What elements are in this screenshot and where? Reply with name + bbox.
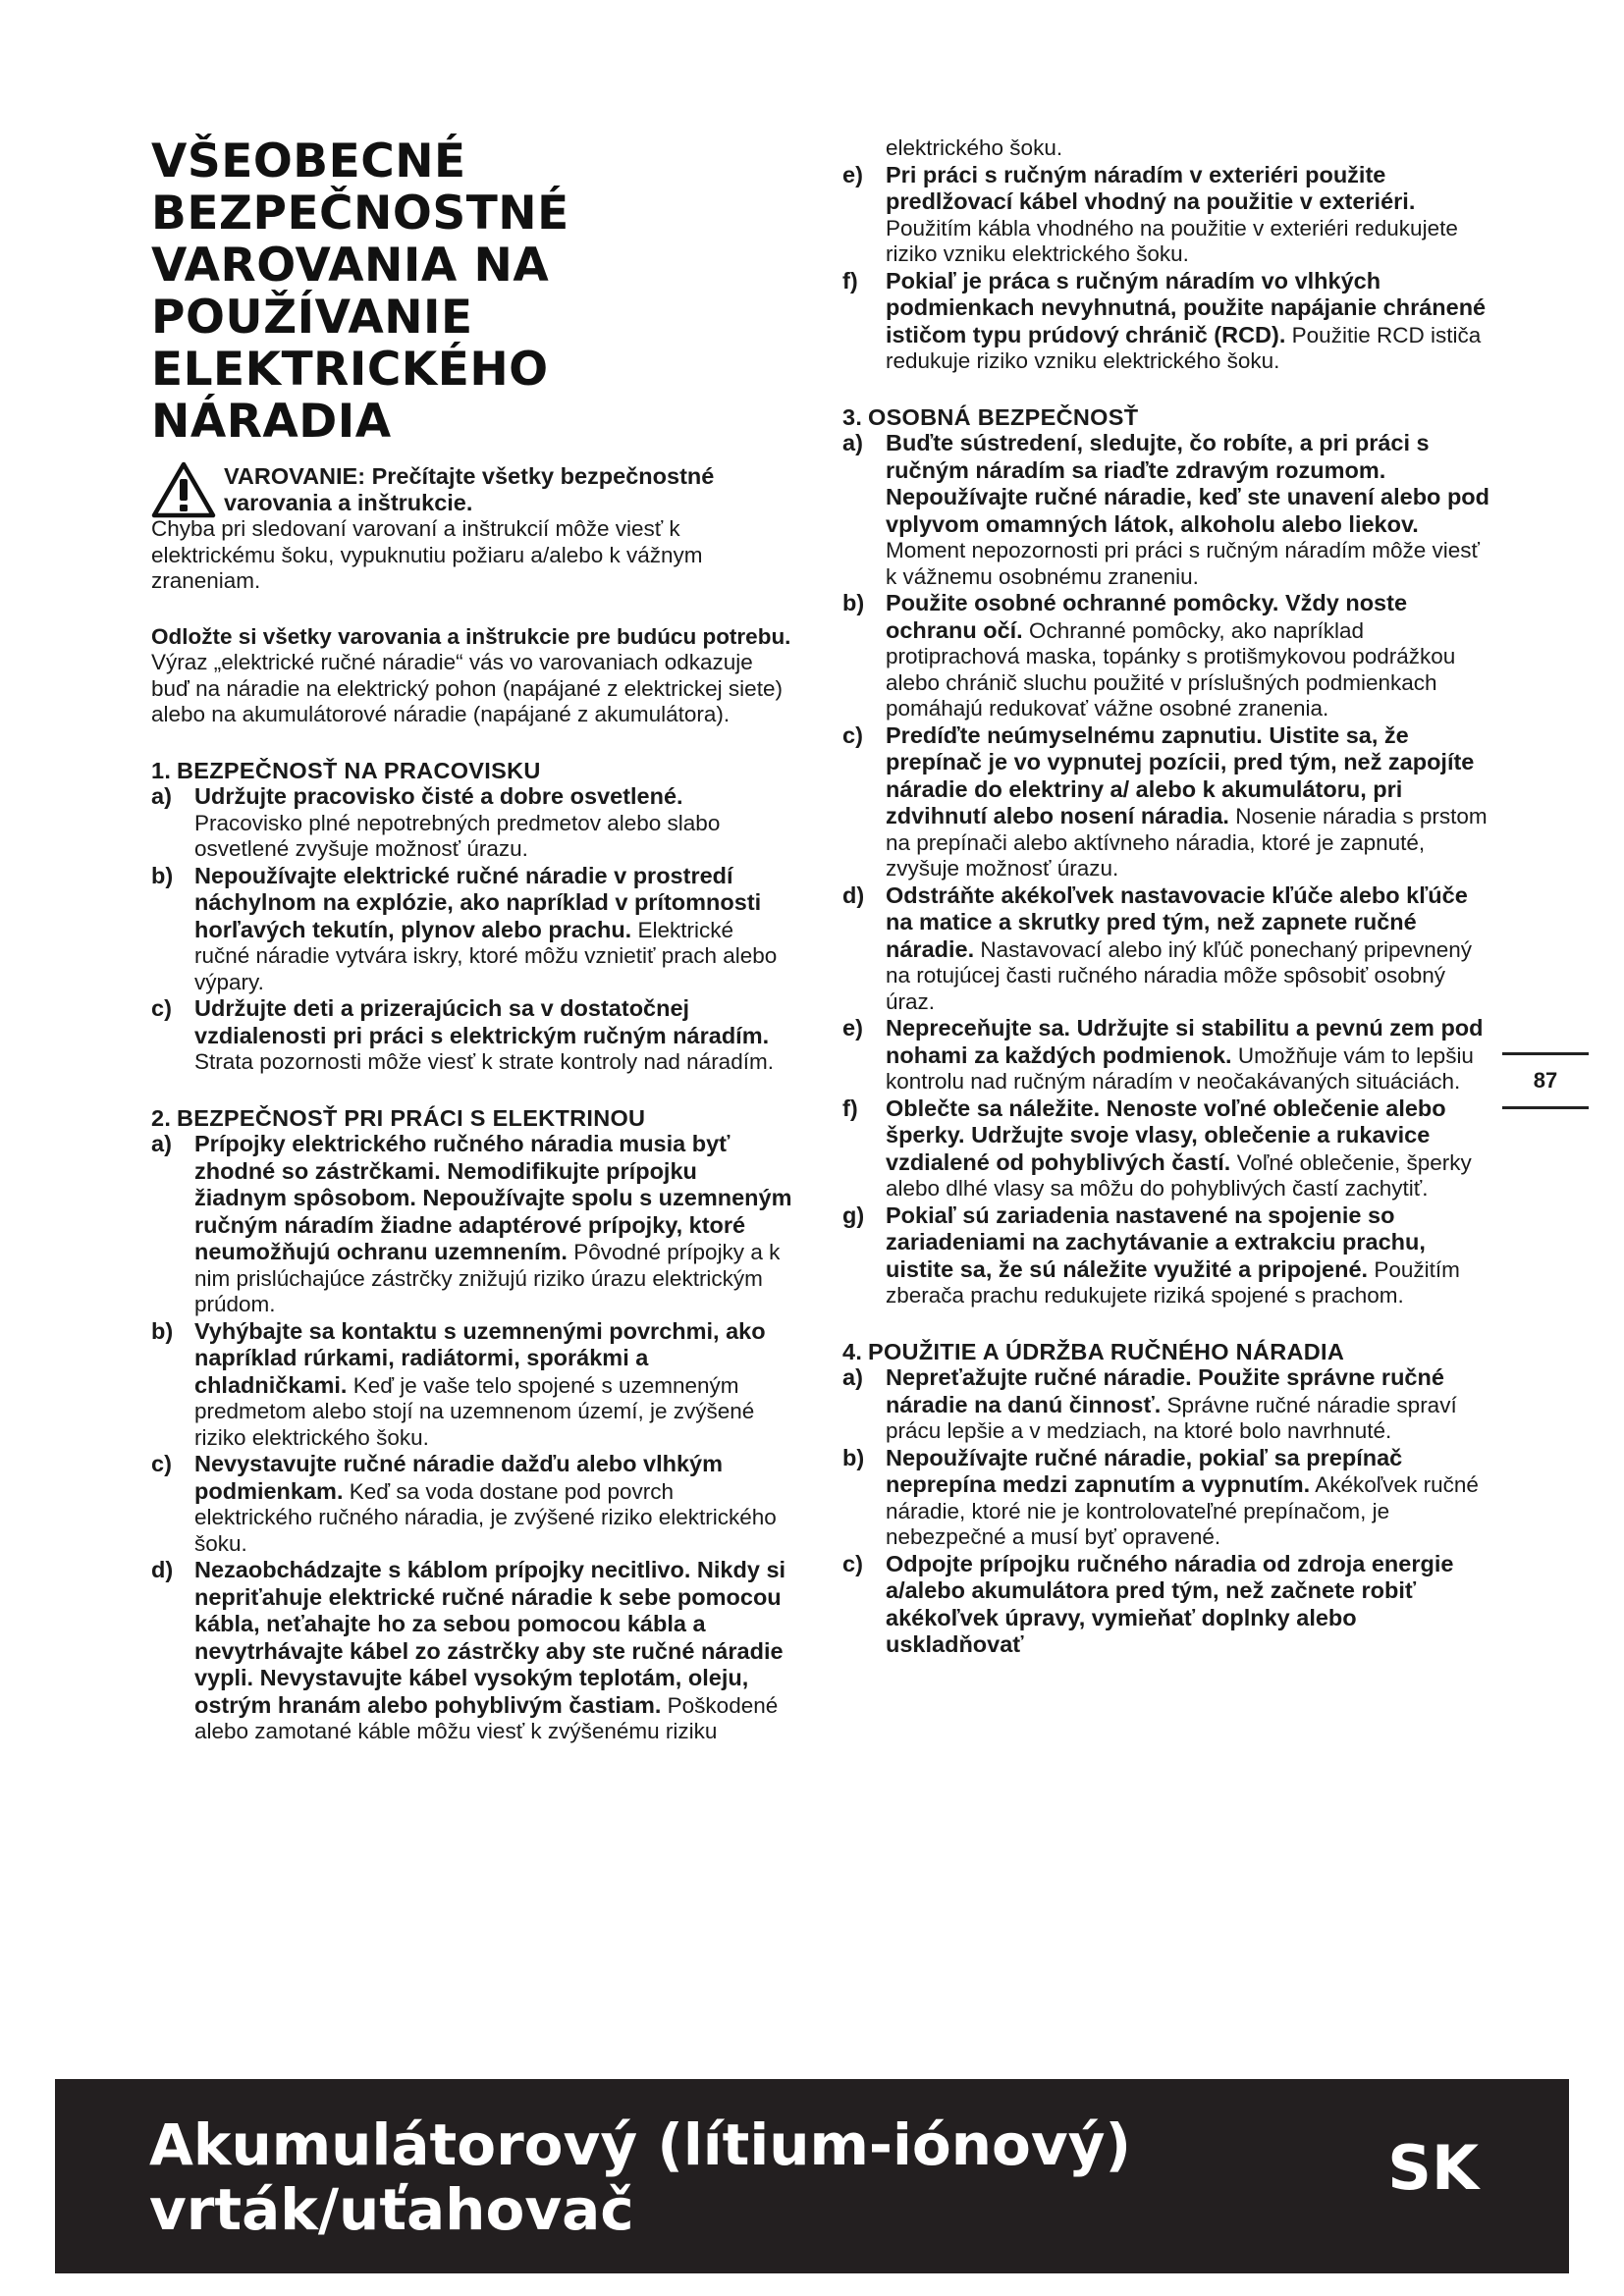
list-item: a) Buďte sústredení, sledujte, čo robíte, a pri práci s ručným náradím sa riaďte zdravým rozumom. Nepoužívajte ručné náradie, keď ste unavení alebo pod vplyvom omamných látok, alkoholu alebo liekov. Moment nepozornosti pri práci s ručným náradím môže viesť k vážnemu osobnému zraneniu. bbox=[842, 430, 1490, 589]
list-item: b) Nepoužívajte elektrické ručné náradie v prostredí náchylnom na explózie, ako napríklad v prítomnosti horľavých tekutín, plynov alebo prachu. Elektrické ručné náradie vytvára iskry, ktoré môžu vznietiť prach alebo výpary. bbox=[151, 862, 778, 994]
list-item-continuation: elektrického šoku. bbox=[886, 135, 1063, 160]
list-item: d) Nezaobchádzajte s káblom prípojky necitlivo. Nikdy si nepriťahuje elektrické ručné náradie k sebe pomocou kábla, neťahajte ho za sebou pomocou kábla a nevytrhávajte kábel zo zástrčky aby ste ručné náradie vypli. Nevystavujte kábel vysokým teplotám, oleju, ostrým hranám alebo pohyblivým častiam. Poškodené alebo zamotané káble môžu viesť k zvýšenému riziku bbox=[151, 1557, 786, 1743]
page-number: 87 bbox=[1533, 1068, 1558, 1093]
keep-instructions-text: Výraz „elektrické ručné náradie“ vás vo varovaniach odkazuje buď na náradie na elektrický pohon (napájané z elektrickej siete) alebo na akumulátorové náradie (napájané z akumulátora). bbox=[151, 650, 783, 726]
language-code: SK bbox=[1387, 2132, 1479, 2204]
list-item: a) Nepreťažujte ručné náradie. Použite správne ručné náradie na danú činnosť. Správne ručné náradie spraví prácu lepšie a v medziach, na ktoré bolo navrhnuté. bbox=[842, 1364, 1457, 1443]
list-item: b) Vyhýbajte sa kontaktu s uzemnenými povrchmi, ako napríklad rúrkami, radiátormi, sporákmi a chladničkami. Keď je vaše telo spojené s uzemneným predmetom alebo stojí na uzemnenom území, je zvýšené riziko elektrického šoku. bbox=[151, 1317, 766, 1450]
product-title bbox=[149, 2112, 1131, 2242]
list-item: e) Nepreceňujte sa. Udržujte si stabilitu a pevnú zem pod nohami za každých podmienok. Umožňuje vám to lepšiu kontrolu nad ručným náradím v neočakávaných situáciách. bbox=[842, 1015, 1484, 1094]
keep-instructions-heading: Odložte si všetky varovania a inštrukcie pre budúcu potrebu. bbox=[151, 623, 791, 649]
section-heading: 2. BEZPEČNOSŤ PRI PRÁCI S ELEKTRINOU bbox=[151, 1104, 646, 1131]
list-item: b) Použite osobné ochranné pomôcky. Vždy noste ochranu očí. Ochranné pomôcky, ako napríklad protiprachová maska, topánky s protišmykovou podrážkou alebo chránič sluchu použité v príslušných podmienkach pomáhajú redukovať vážne osobné zranenia. bbox=[842, 590, 1456, 721]
list-item: g) Pokiaľ sú zariadenia nastavené na spojenie so zariadeniami na zachytávanie a extrakciu prachu, uistite sa, že sú náležite využité a pripojené. Použitím zberača prachu redukujete riziká spojené s prachom. bbox=[842, 1201, 1460, 1308]
left-column bbox=[151, 135, 794, 1745]
section-heading: 3. OSOBNÁ BEZPEČNOSŤ bbox=[842, 403, 1139, 430]
divider bbox=[1502, 1106, 1589, 1109]
warning-triangle-icon bbox=[151, 461, 216, 518]
title-line: POUŽÍVANIE bbox=[151, 291, 473, 345]
list-item: c) Udržujte deti a prizerajúcich sa v dostatočnej vzdialenosti pri práci s elektrickým ručným náradím. Strata pozornosti môže viesť k strate kontroly nad náradím. bbox=[151, 995, 774, 1074]
list-item: c) Nevystavujte ručné náradie dažďu alebo vlhkým podmienkam. Keď sa voda dostane pod povrch elektrického ručného náradia, je zvýšené riziko elektrického šoku. bbox=[151, 1451, 777, 1556]
title-line: VŠEOBECNÉ bbox=[151, 134, 466, 188]
section-heading: 1. BEZPEČNOSŤ NA PRACOVISKU bbox=[151, 757, 541, 783]
section-heading: 4. POUŽITIE A ÚDRŽBA RUČNÉHO NÁRADIA bbox=[842, 1338, 1345, 1364]
title-line: VAROVANIA NA bbox=[151, 239, 550, 293]
page-number-tab bbox=[1502, 1052, 1589, 1109]
list-item: d) Odstráňte akékoľvek nastavovacie kľúče alebo kľúče na matice a skrutky pred tým, než zapnete ručné náradie. Nastavovací alebo iný kľúč ponechaný pripevnený na rotujúcej časti ručného náradia môže spôsobiť osobný úraz. bbox=[842, 881, 1473, 1014]
list-item: e) Pri práci s ručným náradím v exteriéri použite predlžovací kábel vhodný na použitie v exteriéri. Použitím kábla vhodného na použitie v exteriéri redukujete riziko vzniku elektrického šoku. bbox=[842, 161, 1458, 266]
list-item: f) Pokiaľ je práca s ručným náradím vo vlhkých podmienkach nevyhnutná, použite napájanie chránené ističom typu prúdový chránič (RCD). Použitie RCD ističa redukuje riziko vzniku elektrického šoku. bbox=[842, 267, 1487, 373]
page-title bbox=[151, 135, 794, 448]
product-title-line: Akumulátorový (lítium-iónový) bbox=[149, 2111, 1131, 2178]
title-line: NÁRADIA bbox=[151, 395, 392, 449]
warning-text: Chyba pri sledovaní varovaní a inštrukcií môže viesť k elektrickému šoku, vypuknutiu požiaru a/alebo k vážnym zraneniam. bbox=[151, 516, 703, 593]
list-item: a) Udržujte pracovisko čisté a dobre osvetlené. Pracovisko plné nepotrebných predmetov alebo slabo osvetlené zvyšuje možnosť úrazu. bbox=[151, 783, 721, 861]
list-item: f) Oblečte sa náležite. Nenoste voľné oblečenie alebo šperky. Udržujte svoje vlasy, oblečenie a rukavice vzdialené od pohyblivých častí. Voľné oblečenie, šperky alebo dlhé vlasy sa môžu do pohyblivých častí zachytiť. bbox=[842, 1095, 1472, 1201]
footer-banner bbox=[55, 2079, 1569, 2273]
title-line: BEZPEČNOSTNÉ bbox=[151, 187, 569, 240]
list-item: b) Nepoužívajte ručné náradie, pokiaľ sa prepínač neprepína medzi zapnutím a vypnutím. Akékoľvek ručné náradie, ktoré nie je kontrolovateľné prepínačom, je nebezpečné a musí byť opravené. bbox=[842, 1444, 1479, 1549]
title-line: ELEKTRICKÉHO bbox=[151, 343, 549, 397]
list-item: a) Prípojky elektrického ručného náradia musia byť zhodné so zástrčkami. Nemodifikujte prípojku žiadnym spôsobom. Nepoužívajte spolu s uzemneným ručným náradím žiadne adaptérové prípojky, ktoré neumožňujú ochranu uzemnením. Pôvodné prípojky a k nim prislúchajúce zástrčky znižujú riziko úrazu elektrickým prúdom. bbox=[151, 1131, 792, 1316]
right-column bbox=[842, 135, 1495, 1659]
warning-block bbox=[151, 463, 794, 516]
list-item: c) Predíďte neúmyselnému zapnutiu. Uistite sa, že prepínač je vo vypnutej pozícii, pred tým, než zapojíte náradie do elektriny a/ alebo k akumulátoru, pri zdvihnutí alebo nosení náradia. Nosenie náradia s prstom na prepínači alebo aktívneho náradia, ktoré je zapnuté, zvyšuje možnosť úrazu. bbox=[842, 721, 1488, 881]
warning-heading: VAROVANIE: Prečítajte všetky bezpečnostné varovania a inštrukcie. bbox=[224, 463, 715, 515]
product-title-line: vrták/uťahovač bbox=[149, 2176, 634, 2243]
list-item: c) Odpojte prípojku ručného náradia od zdroja energie a/alebo akumulátora pred tým, než začnete robiť akékoľvek úpravy, vymieňať doplnky alebo uskladňovať bbox=[842, 1550, 1454, 1657]
